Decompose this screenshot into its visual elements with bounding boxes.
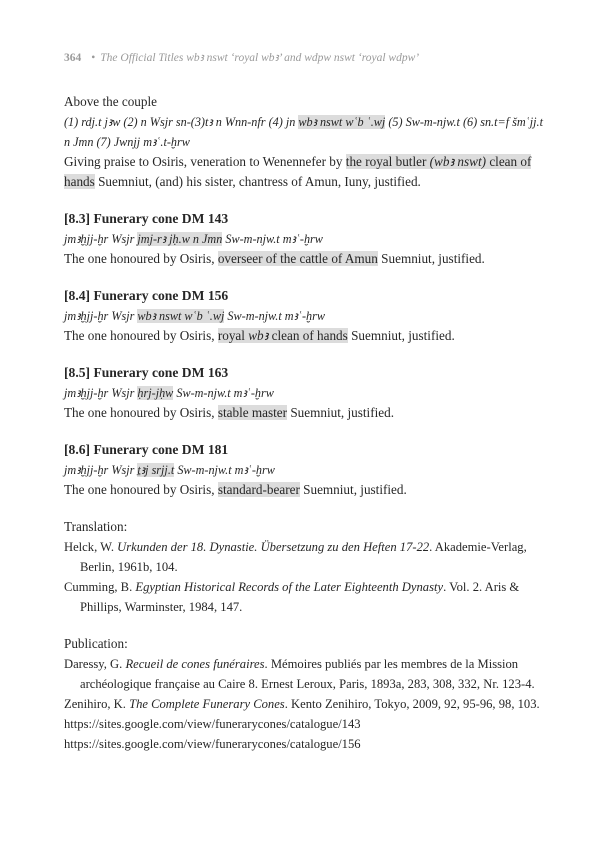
ref-details: . Vol. 2. Aris & Phillips, Warminster, 1984, 147. (80, 580, 520, 614)
translation-text: Suemniut, justified. (347, 328, 455, 343)
highlight-italic: wbꜣ (248, 328, 269, 343)
entry-transliteration (64, 460, 544, 480)
entry-dm-143 (64, 209, 544, 269)
entry-translation (64, 249, 544, 269)
translation-highlight: stable master (217, 405, 288, 420)
ref-details: . Kento Zenihiro, Tokyo, 2009, 92, 95-96, 98, 103. (284, 697, 540, 711)
page-number: 364 (64, 52, 82, 64)
translit-text: jmꜣḫjj-ḫr Wsjr (64, 309, 138, 323)
ref-title: The Complete Funerary Cones (129, 697, 285, 711)
reference-item (64, 537, 544, 577)
ref-details: . Mémoires publiés par les membres de la Mission archéologique française au Caire 8. Ernest Leroux, Paris, 1893a, 283, 308, 332, Nr. 123-4. (80, 657, 535, 691)
translit-text: Sw-m-njw.t mꜣʿ-ḫrw (173, 386, 274, 400)
translation-text: Suemniut, justified. (299, 482, 407, 497)
translation-text: The one honoured by Osiris, (64, 251, 218, 266)
entry-transliteration (64, 229, 544, 249)
highlight-text: the royal butler (345, 154, 430, 169)
ref-title: Urkunden der 18. Dynastie. Übersetzung zu den Heften 17-22 (117, 540, 430, 554)
running-title: The Official Titles wbꜣ nswt ‘royal wbꜣ’ and wdpw nswt ‘royal wdpw’ (100, 52, 420, 64)
translation-highlight: overseer of the cattle of Amun (217, 251, 378, 266)
entry-dm-163 (64, 363, 544, 423)
entry-heading: [8.3] Funerary cone DM 143 (64, 211, 229, 226)
translit-highlight: wbꜣ nswt wʿb ʿ.wj (137, 309, 225, 323)
highlight-text: clean of hands (268, 328, 348, 343)
ref-author: Daressy, G. (64, 657, 126, 671)
translation-highlight (218, 328, 348, 343)
translit-highlight: ḥrj-jḥw (137, 386, 174, 400)
intro-translation (64, 152, 544, 192)
entry-transliteration (64, 383, 544, 403)
translit-text: jmꜣḫjj-ḫr Wsjr (64, 232, 138, 246)
section-label: Translation: (64, 519, 128, 534)
translation-references (64, 517, 544, 617)
intro-section (64, 92, 544, 192)
translit-text: Sw-m-njw.t mꜣʿ-ḫrw (222, 232, 323, 246)
page (64, 50, 544, 771)
reference-url[interactable]: https://sites.google.com/view/funerarycones/catalogue/156 (64, 737, 361, 751)
entry-transliteration (64, 306, 544, 326)
translation-text: Giving praise to Osiris, veneration to Wenennefer by (64, 154, 346, 169)
translit-highlight: jmj-rꜣ jḥ.w n Jmn (137, 232, 223, 246)
reference-item (64, 694, 544, 714)
translit-text: Sw-m-njw.t mꜣʿ-ḫrw (174, 463, 275, 477)
translit-text: Sw-m-njw.t mꜣʿ-ḫrw (224, 309, 325, 323)
translation-text: The one honoured by Osiris, (64, 482, 218, 497)
reference-item (64, 654, 544, 694)
entry-translation (64, 326, 544, 346)
entry-heading: [8.6] Funerary cone DM 181 (64, 442, 229, 457)
translation-text: Suemniut, justified. (377, 251, 485, 266)
highlight-text: clean of hands (64, 154, 532, 189)
translation-text: The one honoured by Osiris, (64, 405, 218, 420)
ref-title: Egyptian Historical Records of the Later Eighteenth Dynasty (135, 580, 444, 594)
entry-translation (64, 403, 544, 423)
translit-highlight: ṯꜣj srjj.t (137, 463, 175, 477)
publication-references (64, 634, 544, 754)
section-label: Publication: (64, 636, 128, 651)
translit-highlight: wbꜣ nswt wʿb ʿ.wj (298, 115, 386, 129)
entry-dm-181 (64, 440, 544, 500)
entry-dm-156 (64, 286, 544, 346)
highlight-text: royal (217, 328, 249, 343)
reference-item (64, 577, 544, 617)
translit-text: jmꜣḫjj-ḫr Wsjr (64, 463, 138, 477)
translit-text: (1) rdj.t jꜣw (2) n Wsjr sn-(3)tꜣ n Wnn-nfr (4) jn (64, 115, 299, 129)
intro-label: Above the couple (64, 94, 158, 109)
ref-details: . Akademie-Verlag, Berlin, 1961b, 104. (80, 540, 527, 574)
translation-highlight: standard-bearer (217, 482, 300, 497)
translation-text: Suemniut, (and) his sister, chantress of Amun, Iuny, justified. (94, 174, 421, 189)
highlight-italic: (wbꜣ nswt) (429, 154, 487, 169)
entry-translation (64, 480, 544, 500)
ref-title: Recueil de cones funéraires (125, 657, 265, 671)
entry-heading: [8.5] Funerary cone DM 163 (64, 365, 229, 380)
bullet-separator: • (91, 52, 96, 64)
translation-text: The one honoured by Osiris, (64, 328, 218, 343)
translation-text: Suemniut, justified. (287, 405, 395, 420)
ref-author: Cumming, B. (64, 580, 136, 594)
translit-text: (5) Sw-m-njw.t (6) sn.t=f šmʿjj.t n Jmn (7) Jwnjj mꜣʿ.t-ḫrw (64, 115, 543, 149)
translit-text: jmꜣḫjj-ḫr Wsjr (64, 386, 138, 400)
reference-url[interactable]: https://sites.google.com/view/funerarycones/catalogue/143 (64, 717, 361, 731)
entry-heading: [8.4] Funerary cone DM 156 (64, 288, 229, 303)
intro-transliteration (64, 112, 544, 152)
running-header (64, 50, 544, 64)
ref-author: Helck, W. (64, 540, 118, 554)
ref-author: Zenihiro, K. (64, 697, 130, 711)
